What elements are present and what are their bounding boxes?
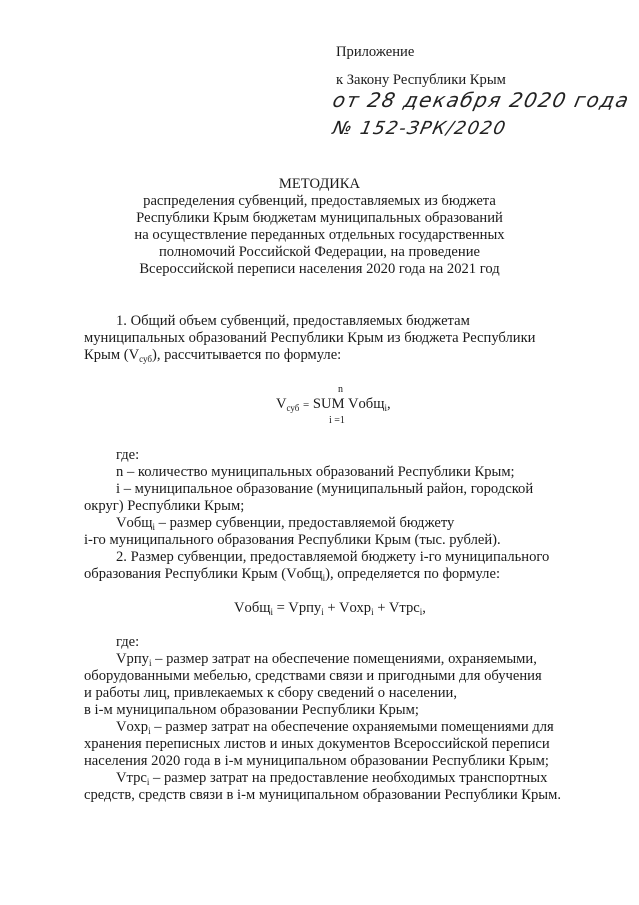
definition-vohr-line: населения 2020 года в i-м муниципальном образовании Республики Крым;: [84, 753, 549, 769]
handwritten-date: от 28 декабря 2020 года: [330, 88, 633, 112]
subtitle-line: распределения субвенций, предоставляемых из бюджета: [143, 193, 496, 209]
definition-i-line: i – муниципальное образование (муниципальный район, городской: [116, 481, 534, 497]
subtitle-line: Республики Крым бюджетам муниципальных образований: [136, 210, 503, 226]
definition-vohr-line: хранения переписных листов и иных документов Всероссийской переписи: [84, 736, 550, 752]
paragraph-1-line: Крым $(V_{суб})$, рассчитывается по формуле:: [84, 347, 342, 364]
document-title: МЕТОДИКА: [278, 176, 361, 192]
where-label: где:: [116, 634, 140, 650]
definition-vobsh-line: Vобщ$_i$ – размер субвенции, предоставляемой бюджету: [116, 515, 455, 532]
law-reference: к Закону Республики Крым: [336, 72, 506, 88]
appendix-label: Приложение: [336, 44, 415, 60]
definition-vrpu-line: Vрпу$_i$ – размер затрат на обеспечение помещениями, охраняемыми,: [116, 651, 537, 668]
definition-vrpu-line: и работы лиц, привлекаемых к сбору сведений о населении,: [84, 685, 457, 701]
subtitle-line: на осуществление переданных отдельных государственных: [134, 227, 505, 243]
handwritten-number: № 152-ЗРК/2020: [330, 118, 509, 139]
paragraph-1-line: муниципальных образований Республики Крым из бюджета Республики: [84, 330, 536, 346]
definition-n: n – количество муниципальных образований Республики Крым;: [116, 464, 515, 480]
paragraph-2-line: образования Республики Крым (Vобщ$_i$), определяется по формуле:: [84, 566, 500, 583]
formula-2: Vобщ$_i$ = Vрпу$_i$ + Vохр$_i$ + Vтрс$_i$,: [234, 600, 426, 617]
subtitle-line: Всероссийской переписи населения 2020 года на 2021 год: [139, 261, 500, 277]
definition-vohr-line: Vохр$_i$ – размер затрат на обеспечение охраняемыми помещениями для: [116, 719, 554, 736]
subtitle-line: полномочий Российской Федерации, на проведение: [158, 244, 480, 260]
definition-vtrs-line: Vтрс$_i$ – размер затрат на предоставление необходимых транспортных: [116, 770, 548, 787]
definition-vrpu-line: в i-м муниципальном образовании Республики Крым;: [84, 702, 419, 718]
where-label: где:: [116, 447, 140, 463]
definition-i-line: округ) Республики Крым;: [84, 498, 245, 514]
definition-vobsh-line: i-го муниципального образования Республики Крым (тыс. рублей).: [84, 532, 501, 548]
definition-vrpu-line: оборудованными мебелью, средствами связи и пригодными для обучения: [84, 668, 542, 684]
paragraph-1-line: 1. Общий объем субвенций, предоставляемых бюджетам: [116, 313, 470, 329]
formula-1: $V_{суб}$ = SUM Vобщ$_i$,: [276, 396, 391, 413]
definition-vtrs-line: средств, средств связи в i-м муниципальном образовании Республики Крым.: [84, 787, 561, 803]
paragraph-2-line: 2. Размер субвенции, предоставляемой бюджету i-го муниципального: [116, 549, 550, 565]
formula-1-lower-limit: i =1: [329, 415, 345, 426]
formula-1-upper-limit: n: [338, 384, 343, 395]
